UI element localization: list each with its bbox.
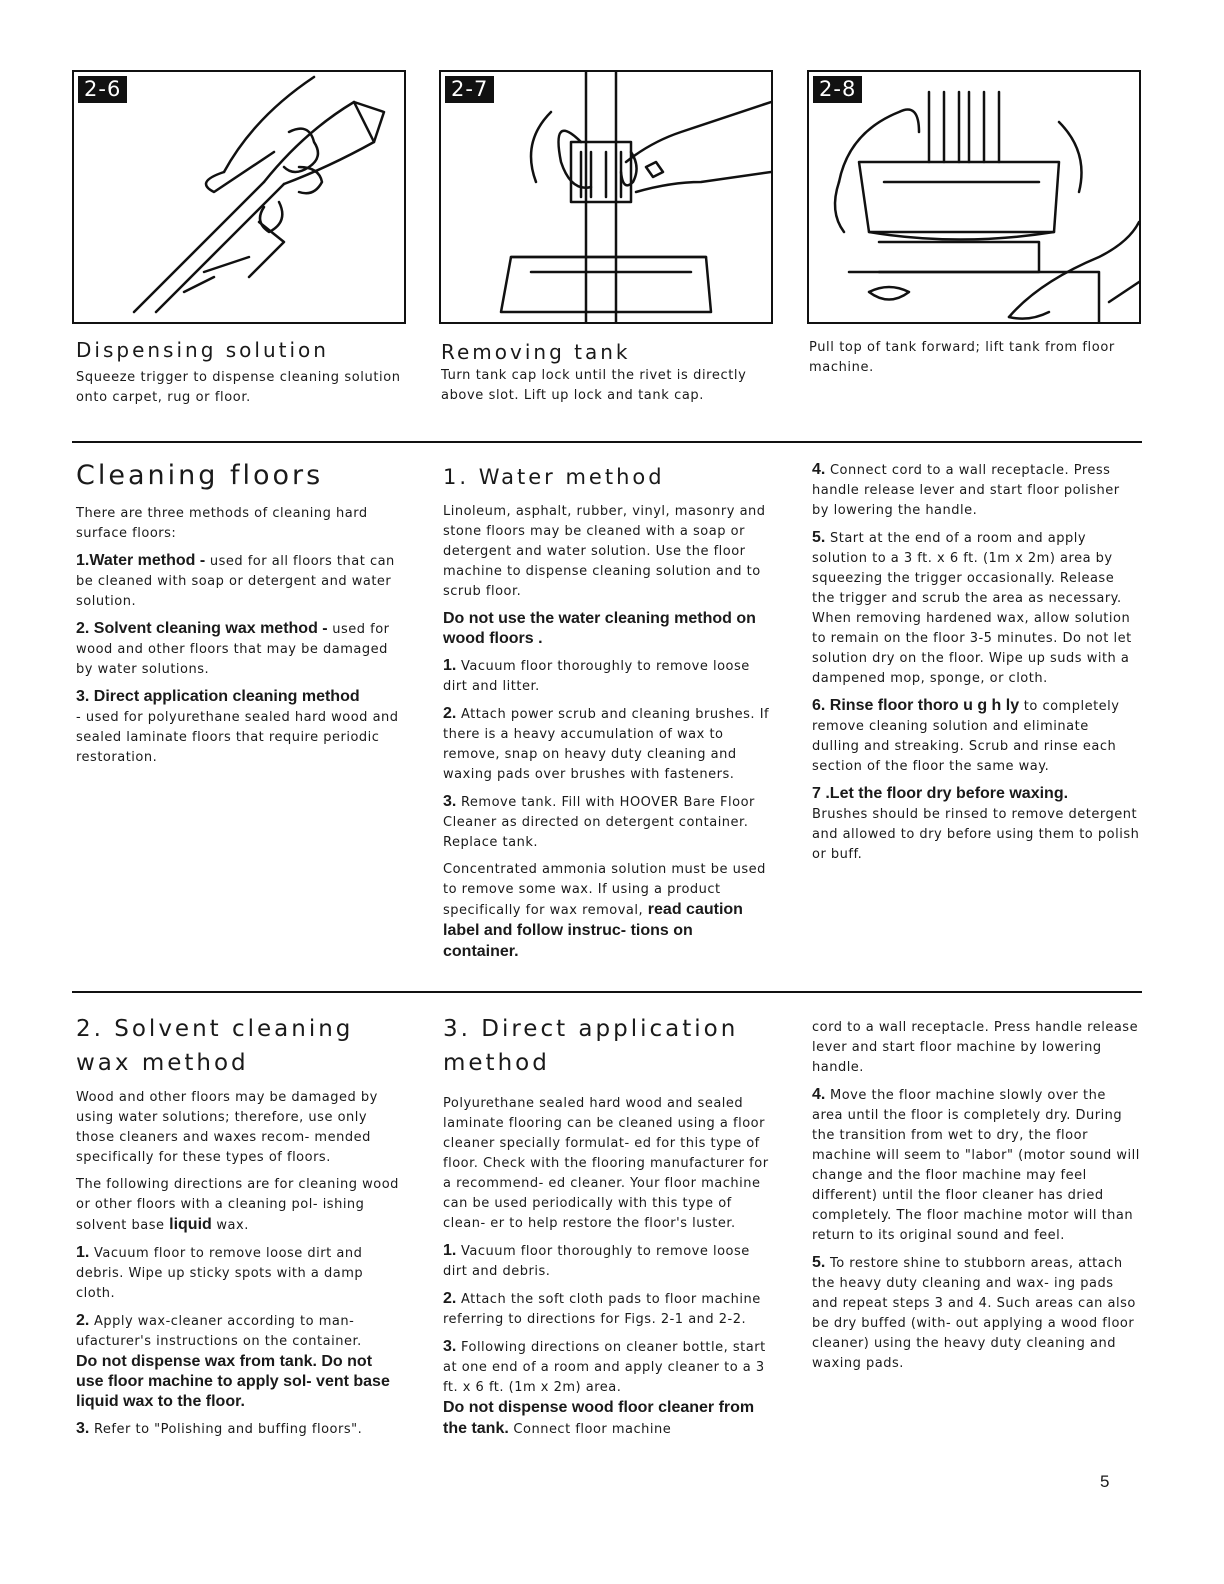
step-number: 2.: [443, 705, 457, 722]
step-text: Following directions on cleaner bottle, start at one end of a room and apply cleaner to a 3 ft. x 6 ft. (1m x 2m) area.: [443, 1340, 766, 1395]
step-number: 1.: [443, 1242, 457, 1259]
step-number: 3.: [443, 1338, 457, 1355]
paragraph: Wood and other floors may be damaged by using water solutions; therefore, use only those cleaners and waxes recom- mended specifically for these types of floors.: [76, 1090, 378, 1165]
warning-text: Do not dispense wax from tank. Do not use floor machine to apply sol- vent base liquid wax to the floor.: [76, 1353, 390, 1410]
caption-lift-tank: [809, 338, 1129, 378]
step-text: to completely remove cleaning solution and eliminate dulling and streaking. Scrub and rinse each section of the floor the same way.: [812, 699, 1120, 774]
step: [812, 528, 1140, 689]
step: [812, 1085, 1140, 1246]
step-text: Move the floor machine slowly over the area until the floor is completely dry. During the transition from wet to dry, the floor machine will seem to "labor" (motor sound will change and the floor machine may feel different) until the floor cleaner has dried completely. The floor machine motor will than return to its original sound and feel.: [812, 1088, 1140, 1243]
step-number: 5.: [812, 529, 826, 546]
step: [812, 784, 1140, 805]
section-title: [76, 1012, 404, 1080]
step: [443, 704, 771, 785]
step-number: 4.: [812, 461, 826, 478]
illustration-dispensing-solution: [74, 72, 404, 322]
step: [443, 792, 771, 853]
section-title: [443, 1012, 771, 1080]
figure-2-7: [439, 70, 773, 324]
caption-text: Pull top of tank forward; lift tank from floor machine.: [809, 340, 1115, 375]
section-divider: [72, 441, 1142, 443]
step-number: 1.: [76, 1244, 90, 1261]
caption-text: Turn tank cap lock until the rivet is directly above slot. Lift up lock and tank cap.: [441, 368, 747, 403]
section-cleaning-floors: [76, 460, 404, 775]
caption-title: Dispensing solution: [76, 338, 329, 362]
step-text: Start at the end of a room and apply solution to a 3 ft. x 6 ft. (1m x 2m) area by squeezing the trigger occasionally. Release the trigger and scrub the area as necessary. When removing hardened wax, allow solution to remain on the floor 3-5 minutes. Do not let solution dry on the floor. Wipe up suds with a dampened mop, sponge, or cloth.: [812, 531, 1132, 686]
title-line: 3. Direct application: [443, 1016, 739, 1042]
emphasis: liquid: [169, 1216, 212, 1233]
method-label: 2. Solvent cleaning wax method -: [76, 620, 328, 637]
method-1: [76, 551, 404, 612]
page-number: 5: [1100, 1472, 1110, 1491]
step-number: 1.: [443, 657, 457, 674]
step-text: Connect cord to a wall receptacle. Press handle release lever and start floor polisher by lowering the handle.: [812, 463, 1120, 518]
section-divider: [72, 991, 1142, 993]
step-label: 7 .Let the floor dry before waxing.: [812, 785, 1069, 802]
section-solvent-cleaning: [76, 1012, 404, 1447]
paragraph: [76, 1175, 404, 1236]
step-text: Brushes should be rinsed to remove detergent and allowed to dry before using them to polish or buff.: [812, 807, 1140, 862]
caption-dispensing: [76, 338, 406, 408]
method-text: used for all floors that can be cleaned with soap or detergent and water solution.: [76, 554, 395, 609]
figure-label: 2-8: [813, 76, 862, 103]
step-text: Attach the soft cloth pads to floor machine referring to directions for Figs. 2-1 and 2-2.: [443, 1292, 761, 1327]
method-text: used for wood and other floors that may be damaged by water solutions.: [76, 622, 390, 677]
step-text: Attach power scrub and cleaning brushes. If there is a heavy accumulation of wax to remove, snap on heavy duty cleaning and waxing pads over brushes with fasteners.: [443, 707, 770, 782]
caption-removing-tank: [441, 340, 771, 406]
step-label: 6. Rinse floor thoro u g h ly: [812, 697, 1020, 714]
paragraph: cord to a wall receptacle. Press handle release lever and start floor machine by lowering handle.: [812, 1020, 1139, 1075]
step-number: 2.: [76, 1312, 90, 1329]
step-cont: [443, 1398, 771, 1440]
step: [443, 656, 771, 697]
illustration-removing-tank: [441, 72, 771, 322]
step: [812, 696, 1140, 777]
paragraph-text: wax.: [211, 1218, 249, 1233]
illustration-lift-tank: [809, 72, 1139, 322]
step-number: 4.: [812, 1086, 826, 1103]
method-2: [76, 619, 404, 680]
title-line: wax method: [76, 1050, 249, 1076]
step-text: Connect floor machine: [508, 1422, 672, 1437]
warning-text: Do not use the water cleaning method on wood floors .: [443, 610, 756, 647]
caption-text: Squeeze trigger to dispense cleaning solution onto carpet, rug or floor.: [76, 370, 401, 405]
paragraph: There are three methods of cleaning hard surface floors:: [76, 506, 368, 541]
step-text: Vacuum floor to remove loose dirt and debris. Wipe up sticky spots with a damp cloth.: [76, 1246, 364, 1301]
section-water-method-cont: [812, 460, 1140, 872]
figure-label: 2-7: [445, 76, 494, 103]
section-direct-application: [443, 1012, 771, 1447]
paragraph-text: Concentrated ammonia solution must be used to remove some wax. If using a product specifically for wax removal,: [443, 862, 766, 918]
step: [76, 1243, 404, 1304]
step: [443, 1241, 771, 1282]
paragraph: Polyurethane sealed hard wood and sealed laminate flooring can be cleaned using a floor cleaner specially formulat- ed for this type of floor. Check with the flooring manufacturer for a recommend- ed cleaner. Your floor machine can be used periodically with this type of clean- er to help restore the floor's luster.: [443, 1096, 769, 1231]
step-text: Vacuum floor thoroughly to remove loose dirt and debris.: [443, 1244, 750, 1279]
step-text: Remove tank. Fill with HOOVER Bare Floor Cleaner as directed on detergent container. Replace tank.: [443, 795, 755, 850]
step: [443, 1337, 771, 1398]
step-number: 5.: [812, 1254, 826, 1271]
caution-text: read caution label and follow instruc- tions on container.: [443, 901, 743, 960]
figure-label: 2-6: [78, 76, 127, 103]
method-label: 1.Water method -: [76, 552, 206, 569]
paragraph: Linoleum, asphalt, rubber, vinyl, masonry and stone floors may be cleaned with a soap or detergent and water solution. Use the floor machine to dispense cleaning solution and to scrub floor.: [443, 504, 766, 599]
caption-title: Removing tank: [441, 340, 631, 364]
step: [812, 460, 1140, 521]
section-water-method: [443, 460, 771, 970]
section-direct-application-cont: [812, 1018, 1140, 1381]
step: [812, 1253, 1140, 1374]
step: [76, 1419, 404, 1440]
title-line: method: [443, 1050, 550, 1076]
step-text: Refer to "Polishing and buffing floors".: [89, 1422, 363, 1437]
step-text: To restore shine to stubborn areas, attach the heavy duty cleaning and wax- ing pads and repeat steps 3 and 4. Such areas can also be dry buffed (with- out applying a wood floor cleaner) using the heavy duty cleaning and waxing pads.: [812, 1256, 1136, 1371]
method-label: 3. Direct application cleaning method: [76, 688, 360, 705]
step: [76, 1311, 404, 1352]
step-number: 2.: [443, 1290, 457, 1307]
step: [443, 1289, 771, 1330]
method-3: [76, 687, 404, 768]
figure-2-8: [807, 70, 1141, 324]
section-title: 1. Water method: [443, 465, 665, 489]
method-text: - used for polyurethane sealed hard wood and sealed laminate floors that require periodic restoration.: [76, 710, 399, 765]
step-number: 3.: [76, 1420, 90, 1437]
step-text: Apply wax-cleaner according to man- ufacturer's instructions on the container.: [76, 1314, 362, 1349]
step-text: Vacuum floor thoroughly to remove loose dirt and litter.: [443, 659, 750, 694]
paragraph-text: The following directions are for cleaning wood or other floors with a cleaning pol- ishing solvent base: [76, 1177, 399, 1233]
step-number: 3.: [443, 793, 457, 810]
figure-2-6: [72, 70, 406, 324]
title-line: 2. Solvent cleaning: [76, 1016, 354, 1042]
paragraph: [443, 860, 771, 963]
warning-text: Do not dispense wood floor cleaner from the tank.: [443, 1399, 755, 1437]
section-title: Cleaning floors: [76, 460, 324, 491]
